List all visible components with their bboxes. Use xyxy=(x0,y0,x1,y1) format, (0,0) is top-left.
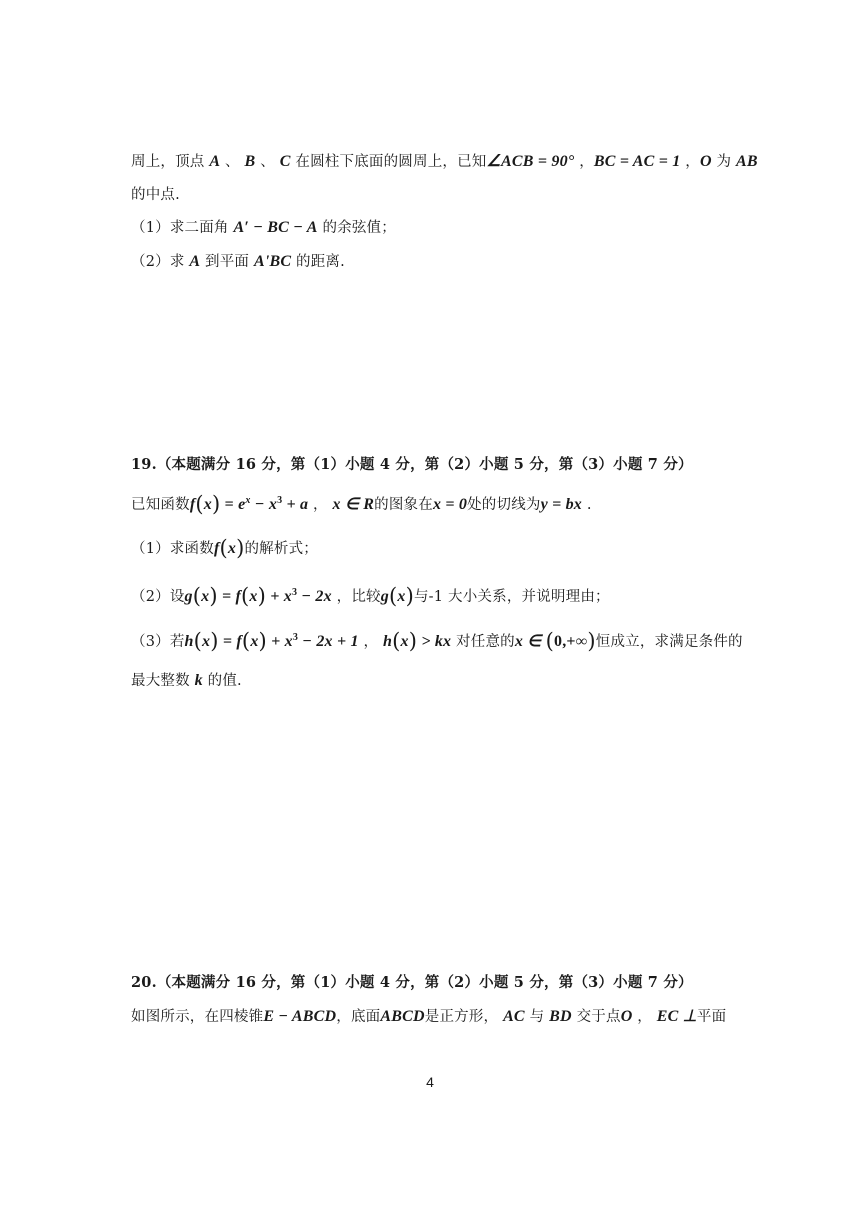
math: − 2x xyxy=(297,588,332,605)
text: 与 xyxy=(529,1009,545,1025)
text: ， xyxy=(308,497,328,513)
math-h: h xyxy=(383,633,393,650)
q19-statement: 已知函数$f(x) = e^x - x^3 + a$ ， x ∈ R的图象在x = 0处的切线为y = bx . xyxy=(131,492,592,516)
math-exponent: 3 xyxy=(291,587,298,598)
text: 处的切线为 xyxy=(467,497,541,513)
math: + x xyxy=(266,588,292,605)
text: 如图所示，在四棱锥 xyxy=(131,1009,264,1025)
math-pyramid: E − ABCD xyxy=(263,1008,337,1025)
text: 为 xyxy=(711,154,732,170)
math-exponent: 3 xyxy=(277,495,283,506)
math-A: A xyxy=(209,153,221,170)
q19-part1: （1）求函数f(x)的解析式； xyxy=(131,536,318,560)
text: 的解析式； xyxy=(244,541,318,557)
q18-part1 xyxy=(131,218,396,238)
math-x: x xyxy=(203,496,212,513)
text: 交于点 xyxy=(576,1009,621,1025)
text: 、 xyxy=(255,154,275,170)
math-g: g xyxy=(184,588,193,605)
math-angle: ∠ACB = 90° xyxy=(486,153,575,170)
math-x: x xyxy=(400,633,409,650)
math-plane: A'BC xyxy=(253,253,292,270)
math-eq: BC = AC = 1 xyxy=(593,153,681,170)
math-point: x = 0 xyxy=(432,496,468,513)
math-base: ABCD xyxy=(380,1008,425,1025)
math-f: f xyxy=(235,588,241,605)
text: 周上，顶点 xyxy=(131,154,205,170)
text: 平面 xyxy=(696,1009,727,1025)
text: （2）求 xyxy=(131,254,185,270)
math: = e xyxy=(220,496,246,513)
text: 到平面 xyxy=(205,254,250,270)
text: 、 xyxy=(220,154,240,170)
text: 恒成立，求满足条件的 xyxy=(595,634,743,650)
page-number: 4 xyxy=(426,1074,434,1090)
math-f: f xyxy=(236,633,242,650)
q20-statement xyxy=(131,1007,726,1027)
math-O: O xyxy=(620,1008,633,1025)
text: ，比较 xyxy=(331,589,381,605)
q19-part3: （3）若$h(x) = f(x) + x^3 - 2x + 1$ ， h(x) > kx 对任意的x ∈ (0,+∞)恒成立，求满足条件的 xyxy=(131,629,743,653)
math: − x xyxy=(250,496,278,513)
text: 在圆柱下底面的圆周上，已知 xyxy=(290,154,487,170)
math-x: x xyxy=(397,588,406,605)
math: + x xyxy=(266,633,293,650)
text: 最大整数 xyxy=(131,673,190,689)
math-h: h xyxy=(184,633,194,650)
q19-part3-cont xyxy=(131,671,242,691)
math-exponent: 3 xyxy=(292,632,299,643)
q20-heading: 20.（本题满分 16 分，第（1）小题 4 分，第（2）小题 5 分，第（3）小题 7 分） xyxy=(131,974,693,991)
q18-part2 xyxy=(131,252,345,272)
math-k: k xyxy=(194,672,203,689)
text: 的值. xyxy=(202,673,242,689)
text: 的余弦值； xyxy=(322,220,396,236)
q18-line1 xyxy=(131,152,758,172)
math-x: x xyxy=(250,633,259,650)
math: − 2x + 1 xyxy=(298,633,359,650)
q18-line2: 的中点. xyxy=(131,187,180,203)
text: . xyxy=(582,497,592,513)
text: ， xyxy=(574,154,594,170)
text: （2）设 xyxy=(131,589,185,605)
math-O: O xyxy=(699,153,712,170)
text: ， xyxy=(632,1009,652,1025)
text: （3）若 xyxy=(131,634,185,650)
math: = xyxy=(217,588,236,605)
text: （1）求二面角 xyxy=(131,220,229,236)
math-A: A xyxy=(189,253,201,270)
math-AB: AB xyxy=(736,153,758,170)
q19-heading: 19.（本题满分 16 分，第（1）小题 4 分，第（2）小题 5 分，第（3）小题 7 分） xyxy=(131,456,693,473)
math-BD: BD xyxy=(549,1008,572,1025)
math-tangent: y = bx xyxy=(540,496,583,513)
math: + a xyxy=(282,496,309,513)
math-B: B xyxy=(244,153,256,170)
text: 与-1 大小关系，并说明理由； xyxy=(413,589,610,605)
text: ， xyxy=(680,154,700,170)
text: 是正方形， xyxy=(424,1009,499,1025)
text: 的图象在 xyxy=(374,497,433,513)
text: 的距离. xyxy=(296,254,345,270)
text: 对任意的 xyxy=(451,634,515,650)
math-f: f xyxy=(213,540,220,557)
text: 已知函数 xyxy=(131,497,190,513)
math-AC: AC xyxy=(503,1008,525,1025)
math-domain: x ∈ R xyxy=(332,496,375,513)
q19-part2: （2）设$g(x) = f(x) + x^3 - 2x$ ，比较g(x)与-1 大小关系，并说明理由； xyxy=(131,584,610,608)
math: x ∈ xyxy=(514,633,546,650)
math-expr: A′ − BC − A xyxy=(233,219,318,236)
text: （1）求函数 xyxy=(131,541,214,557)
math: = xyxy=(218,633,237,650)
math-x: x xyxy=(201,588,210,605)
math-f: f xyxy=(189,496,196,513)
math-perp: EC ⊥ xyxy=(656,1008,697,1025)
math-x: x xyxy=(227,540,237,557)
text: ，底面 xyxy=(336,1009,381,1025)
math-exponent: x xyxy=(245,495,251,506)
math-g: g xyxy=(380,588,389,605)
math-interval: 0,+∞ xyxy=(554,633,588,650)
math-C: C xyxy=(279,153,291,170)
text: ， xyxy=(358,634,379,650)
math-x: x xyxy=(249,588,258,605)
math-x: x xyxy=(202,633,211,650)
math-inequality: > kx xyxy=(417,633,452,650)
